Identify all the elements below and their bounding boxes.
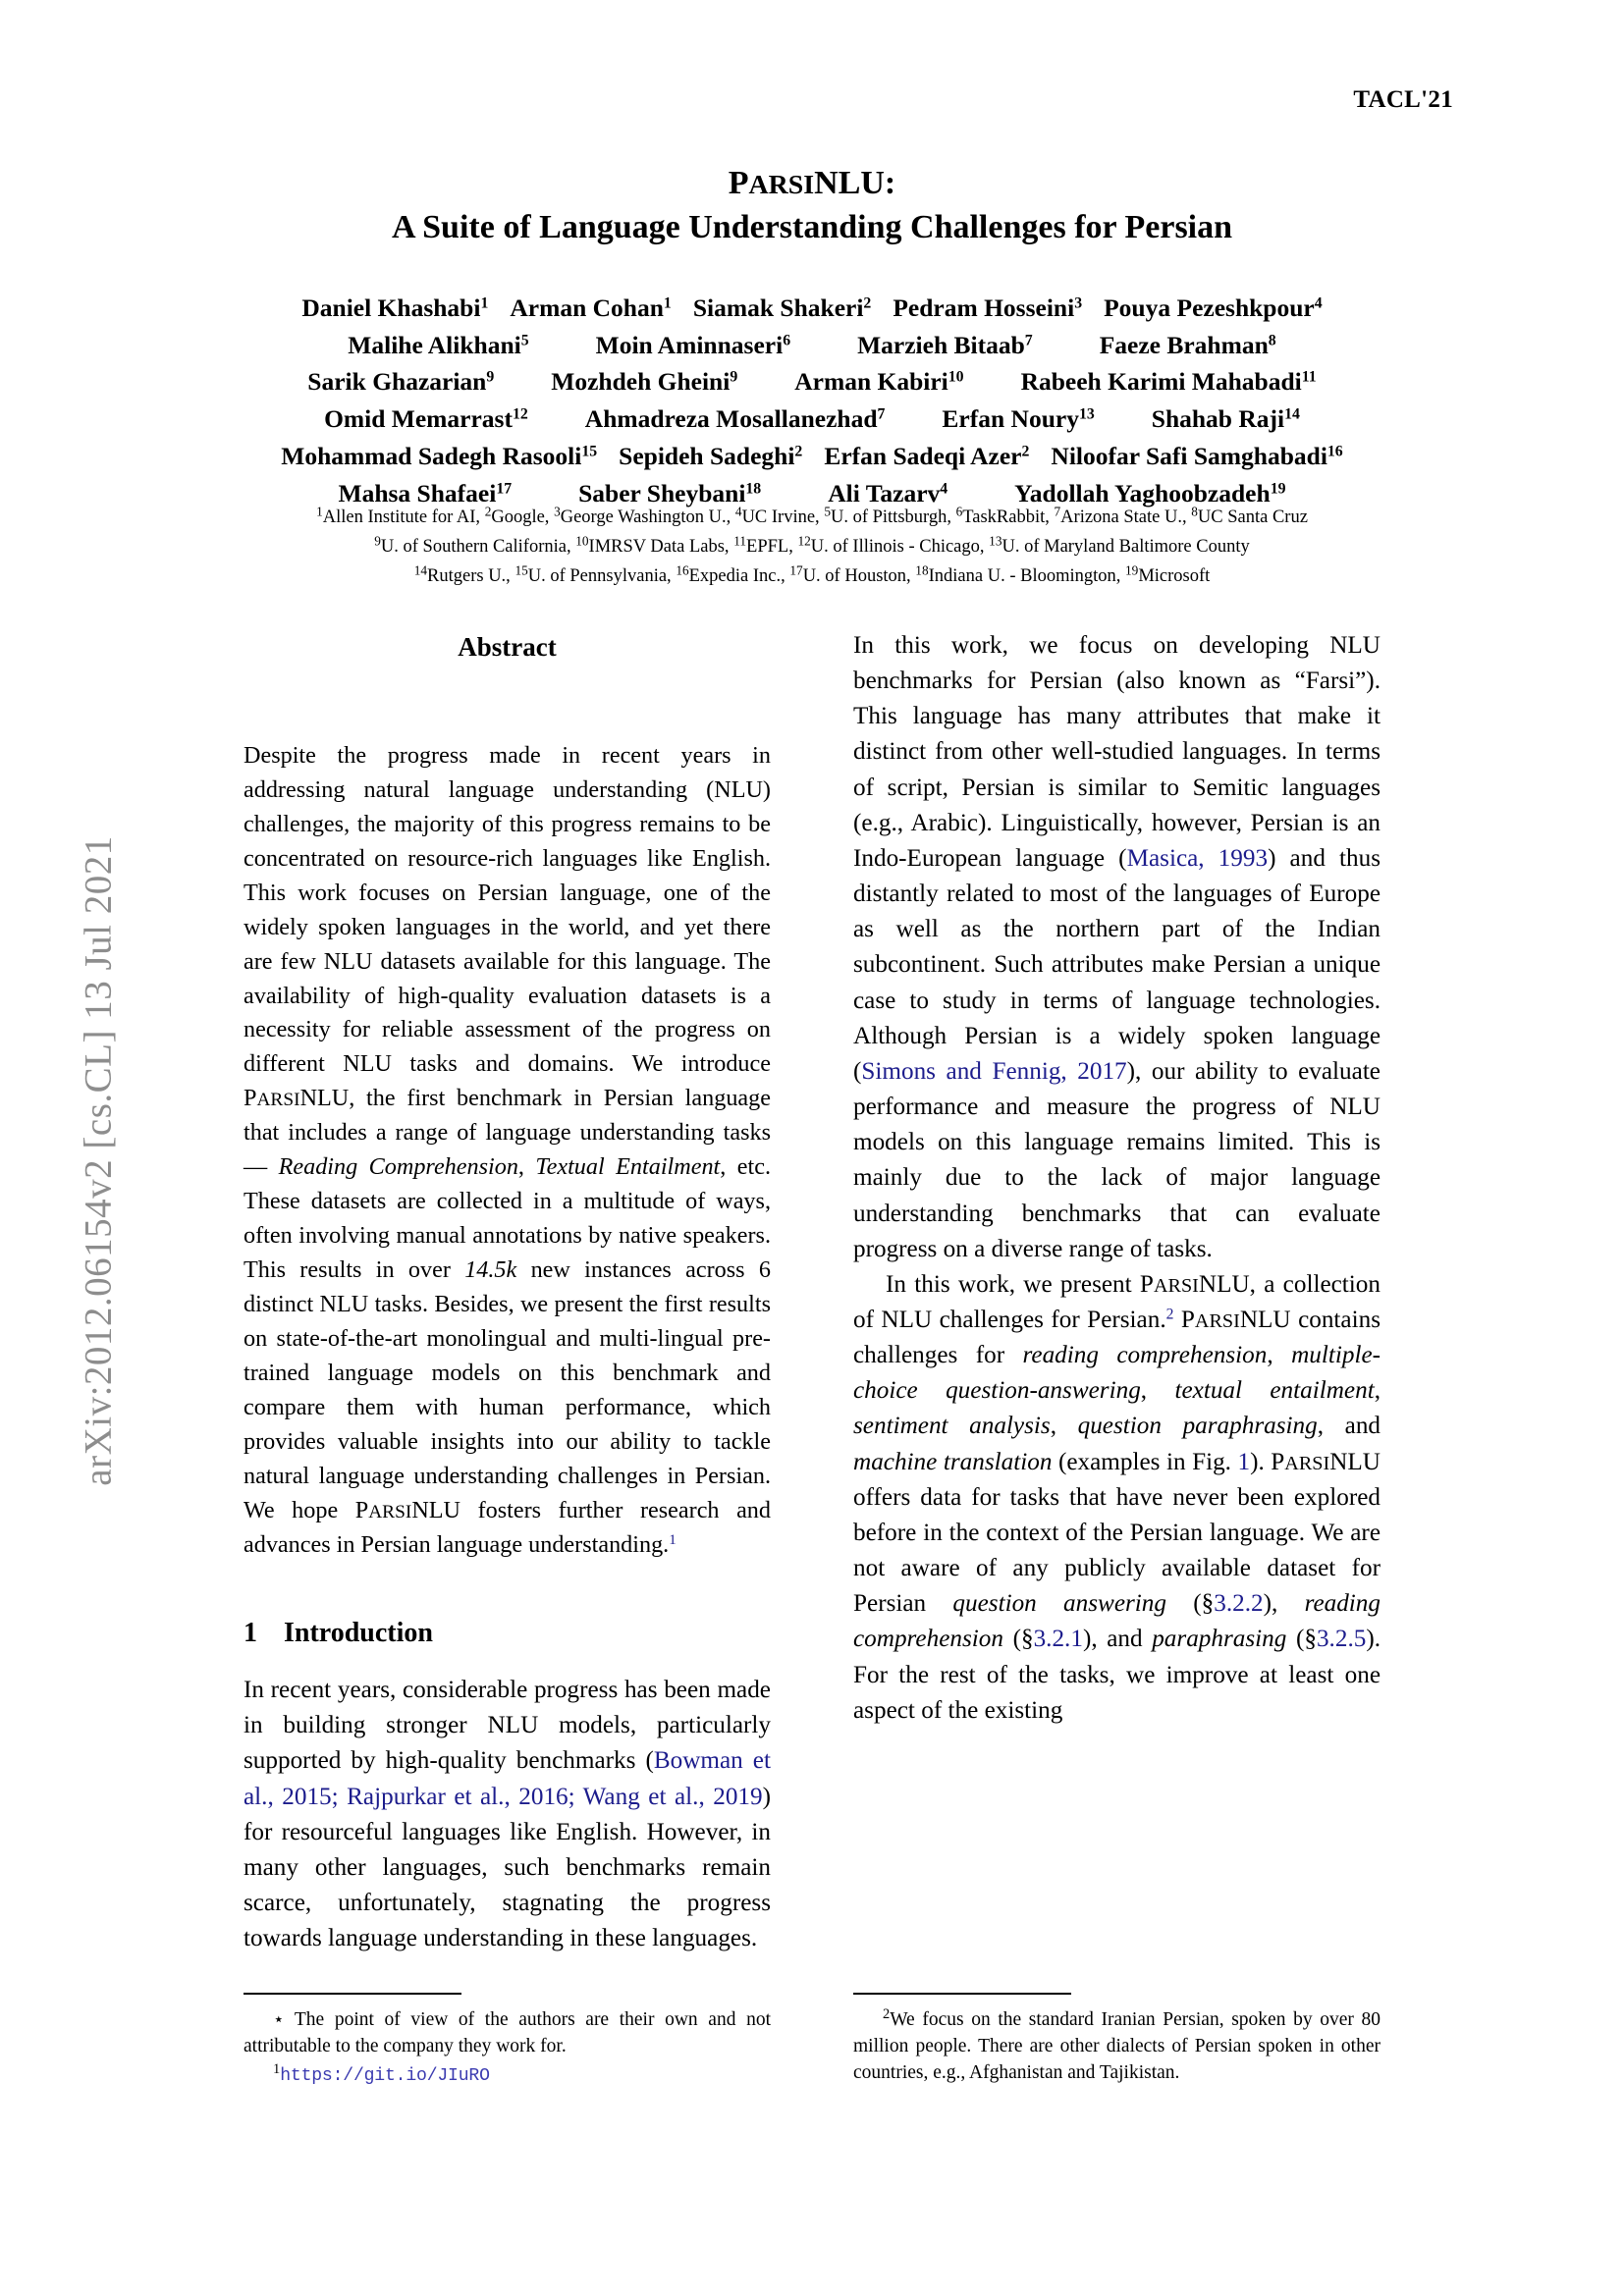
sep: ,	[1140, 1377, 1175, 1405]
footnote-rule	[853, 1993, 1071, 1995]
abstract-text-2: , the first benchmark in Persian language that includes a range of language understanding tasks —	[244, 1085, 771, 1181]
intro-p3-text-b: , a collection of NLU challenges for Persian.	[853, 1270, 1380, 1333]
parsinlu-mark: PARSINLU	[1180, 1306, 1291, 1333]
author-name: Arman Kabiri	[794, 367, 948, 397]
affiliation-name: IMRSV Data Labs,	[588, 536, 730, 557]
author-name: Moin Aminnaseri	[595, 330, 784, 359]
author-name: Omid Memarrast	[324, 404, 513, 434]
sep: ,	[1267, 1342, 1292, 1369]
intro-p3-text-o: ), and	[1082, 1626, 1153, 1653]
title-block	[177, 162, 1447, 249]
affiliation-name: EPFL,	[746, 536, 793, 557]
author-row	[147, 363, 1477, 400]
task-italic: reading comprehension	[853, 1590, 1380, 1653]
intro-p3-text-p: (§	[1286, 1626, 1317, 1653]
intro-paragraph-3	[853, 1267, 1380, 1729]
affiliation-number: 9	[374, 533, 381, 549]
affiliation-number: 15	[514, 562, 528, 578]
affiliation-number: 10	[575, 533, 589, 549]
affiliation-name: Expedia Inc.,	[688, 565, 785, 586]
intro-p2-text-c: ), our ability to evaluate performance and measure the progress of NLU models on this language remains limited. This is mainly due to the lack of major language understanding benchmarks that can evaluate progress on a diverse range of tasks.	[853, 1057, 1380, 1262]
affiliation-name: Allen Institute for AI,	[322, 507, 481, 527]
author-aff-marker: 8	[1268, 332, 1276, 349]
author-list	[147, 290, 1477, 511]
author-name: Yadollah Yaghoobzadeh	[1014, 478, 1271, 507]
parsinlu-mark: PARSINLU	[1271, 1448, 1380, 1475]
affiliation-name: Indiana U. - Bloomington,	[928, 565, 1121, 586]
star-icon: ⋆	[273, 2008, 285, 2030]
affiliation-number: 2	[484, 504, 492, 519]
author-name: Mohammad Sadegh Rasooli	[281, 441, 582, 470]
author-aff-marker: 2	[1021, 443, 1030, 460]
author-aff-marker: 10	[947, 368, 964, 386]
affiliation-number: 16	[676, 562, 689, 578]
author-name: Daniel Khashabi	[301, 294, 481, 322]
title-parsi-rest: ARSI	[748, 170, 815, 200]
author-row	[147, 438, 1477, 475]
parsinlu-mark: PARSINLU	[244, 1085, 350, 1112]
section-heading-introduction	[244, 1614, 771, 1653]
intro-p3-text-a: In this work, we present	[886, 1270, 1140, 1298]
sep: ,	[1050, 1413, 1078, 1440]
intro-p3-text-m: ),	[1263, 1590, 1305, 1618]
title-parsi-p: P	[728, 165, 749, 201]
author-name: Ahmadreza Mosallanezhad	[584, 404, 878, 434]
affiliation-name: UC Irvine,	[741, 507, 820, 527]
abstract-italic-1: Reading Comprehension	[278, 1153, 518, 1181]
task-italic: multiple-choice question-answering	[853, 1342, 1381, 1405]
footnote-two-text: We focus on the standard Iranian Persian, spoken by over 80 million people. There are other dialects of Persian spoken in other countries, e.g., Afghanistan and Tajikistan.	[853, 2008, 1380, 2084]
abstract-body	[244, 739, 771, 1563]
citation-link[interactable]: Masica, 1993	[1126, 844, 1269, 872]
author-name: Sepideh Sadeghi	[619, 441, 795, 470]
author-name: Ali Tazarv	[828, 478, 941, 507]
author-name: Rabeeh Karimi Mahabadi	[1020, 367, 1302, 397]
section-reference-link[interactable]: 3.2.5	[1316, 1626, 1367, 1653]
affiliation-row	[147, 533, 1477, 562]
author-aff-marker: 7	[1024, 332, 1033, 349]
author-row	[147, 327, 1477, 364]
affiliation-name: Rutgers U.,	[427, 565, 511, 586]
affiliation-name: U. of Pennsylvania,	[527, 565, 672, 586]
project-url-link[interactable]: https://git.io/JIuRO	[280, 2066, 490, 2087]
author-aff-marker: 6	[783, 332, 791, 349]
footnote-one-marker: 1	[273, 2061, 281, 2078]
citation-link[interactable]: Bowman et al., 2015; Rajpurkar et al., 2016; Wang et al., 2019	[244, 1747, 771, 1810]
author-aff-marker: 1	[480, 294, 489, 312]
task-italic: textual entailment	[1174, 1377, 1375, 1405]
abstract-text-6: fosters further research and advances in Persian language understanding.	[244, 1497, 771, 1559]
author-name: Sarik Ghazarian	[307, 367, 487, 397]
affiliation-name: UC Santa Cruz	[1197, 507, 1308, 527]
intro-paragraph-1	[244, 1673, 771, 1956]
author-name: Malihe Alikhani	[348, 330, 521, 359]
author-name: Mozhdeh Gheini	[551, 367, 731, 397]
affiliation-name: U. of Southern California,	[380, 536, 571, 557]
intro-p1-text-a: In recent years, considerable progress has been made in building stronger NLU models, particularly supported by high-quality benchmarks (	[244, 1677, 771, 1775]
abstract-heading: Abstract	[458, 632, 557, 662]
author-aff-marker: 19	[1270, 479, 1286, 497]
intro-p3-text-c: contains challenges for	[853, 1306, 1381, 1369]
author-aff-marker: 4	[1314, 294, 1323, 312]
figure-reference-link[interactable]: 1	[1237, 1448, 1251, 1475]
author-aff-marker: 13	[1078, 405, 1095, 423]
intro-p3-text-j: ).	[1250, 1448, 1272, 1475]
author-aff-marker: 1	[663, 294, 672, 312]
abstract-text-1: Despite the progress made in recent years in addressing natural language understanding (NLU) challenges, the majority of this progress remains to be concentrated on resource-rich languages like English. This work focuses on Persian language, one of the widely spoken languages in the world, and yet there are few NLU datasets available for this language. The availability of high-quality evaluation datasets is a necessity for reliable assessment of the progress on different NLU tasks and domains. We introduce	[244, 741, 771, 1078]
affiliation-number: 17	[789, 562, 803, 578]
affiliation-number: 8	[1191, 504, 1198, 519]
citation-link[interactable]: Simons and Fennig, 2017	[861, 1057, 1127, 1085]
author-name: Shahab Raji	[1151, 404, 1285, 434]
affiliation-name: TaskRabbit,	[962, 507, 1050, 527]
page-title-line1	[177, 162, 1447, 205]
author-name: Siamak Shakeri	[692, 294, 864, 322]
author-aff-marker: 3	[1074, 294, 1083, 312]
footnote-two-marker: 2	[883, 2005, 891, 2022]
affiliation-number: 19	[1125, 562, 1139, 578]
sep: ,	[1374, 1377, 1380, 1405]
section-reference-link[interactable]: 3.2.1	[1033, 1626, 1083, 1653]
title-nlu: NLU:	[814, 165, 896, 201]
author-aff-marker: 7	[877, 405, 886, 423]
author-aff-marker: 17	[496, 479, 513, 497]
affiliation-number: 4	[734, 504, 742, 519]
affiliation-number: 5	[824, 504, 831, 519]
author-aff-marker: 9	[486, 368, 495, 386]
abstract-text-3: ,	[517, 1153, 536, 1181]
footnote-block-right	[853, 1993, 1380, 2088]
intro-p2-text-b: ) and thus distantly related to most of the languages of Europe as well as the northern part of the Indian subcontinent. Such attributes make Persian a unique case to study in terms of language technologies. Although Persian is a widely spoken language (	[853, 844, 1380, 1085]
intro-p3-text-q: ). For the rest of the tasks, we improve at least one aspect of the existing	[853, 1626, 1381, 1724]
affiliation-name: Google,	[491, 507, 550, 527]
intro-p3-text-l: (§	[1166, 1590, 1215, 1618]
footnote-block-left	[244, 1993, 771, 2092]
affiliation-number: 1	[316, 504, 323, 519]
affiliation-row	[147, 504, 1477, 533]
parsinlu-mark: PARSINLU	[354, 1497, 461, 1524]
affiliation-name: George Washington U.,	[560, 507, 731, 527]
footnote-star-text: The point of view of the authors are their own and not attributable to the company they work for.	[244, 2008, 771, 2056]
footnote-rule	[244, 1993, 461, 1995]
affiliation-list	[147, 504, 1477, 592]
task-italic: reading comprehension	[1022, 1342, 1268, 1369]
author-row	[147, 400, 1477, 438]
task-italic: question paraphrasing	[1077, 1413, 1318, 1440]
affiliation-number: 3	[554, 504, 561, 519]
affiliation-number: 11	[733, 533, 747, 549]
affiliation-name: U. of Pittsburgh,	[830, 507, 951, 527]
parsinlu-mark: PARSINLU	[1139, 1270, 1250, 1298]
intro-p3-text-n: (§	[1002, 1626, 1034, 1653]
affiliation-name: Microsoft	[1138, 565, 1211, 586]
affiliation-number: 6	[955, 504, 963, 519]
abstract-italic-2: Textual Entailment	[535, 1153, 721, 1181]
task-italic: question answering	[952, 1590, 1166, 1618]
affiliation-number: 7	[1054, 504, 1061, 519]
intro-p3-text-k: offers data for tasks that have never been explored before in the context of the Persian language. We are not aware of any publicly available dataset for Persian	[853, 1483, 1380, 1618]
footnote-two	[853, 2006, 1380, 2087]
section-number: 1	[244, 1617, 257, 1648]
author-aff-marker: 16	[1326, 443, 1343, 460]
author-name: Arman Cohan	[510, 294, 664, 322]
section-title: Introduction	[284, 1617, 433, 1648]
author-aff-marker: 18	[745, 479, 762, 497]
affiliation-row	[147, 562, 1477, 592]
right-column	[853, 628, 1380, 1729]
author-aff-marker: 2	[794, 443, 803, 460]
affiliation-name: Arizona State U.,	[1060, 507, 1187, 527]
author-aff-marker: 9	[730, 368, 738, 386]
intro-p3-text-i: (examples in Fig.	[1052, 1448, 1238, 1475]
footnote-one	[244, 2061, 771, 2089]
author-name: Pedram Hosseini	[893, 294, 1075, 322]
author-name: Marzieh Bitaab	[857, 330, 1025, 359]
abstract-text-5: new instances across 6 distinct NLU tasks. Besides, we present the first results on state-of-the-art monolingual and multi-lingual pre-trained language models on this benchmark and compare them with human performance, which provides valuable insights into our ability to tackle natural language understanding challenges in Persian. We hope	[244, 1256, 771, 1524]
affiliation-name: U. of Illinois - Chicago,	[810, 536, 985, 557]
author-name: Mahsa Shafaei	[338, 478, 497, 507]
author-aff-marker: 15	[581, 443, 598, 460]
intro-paragraph-2	[853, 628, 1380, 1267]
author-aff-marker: 2	[863, 294, 872, 312]
intro-p1-text-b: ) for resourceful languages like English. However, in many other languages, such benchmarks remain scarce, unfortunately, stagnating the progress towards language understanding in these languages.	[244, 1783, 771, 1952]
abstract-math-1: 14.5k	[464, 1256, 517, 1284]
affiliation-number: 18	[915, 562, 929, 578]
author-aff-marker: 12	[512, 405, 528, 423]
affiliation-number: 13	[989, 533, 1002, 549]
author-aff-marker: 4	[940, 479, 948, 497]
author-aff-marker: 14	[1284, 405, 1300, 423]
author-name: Faeze Brahman	[1099, 330, 1269, 359]
author-aff-marker: 5	[520, 332, 529, 349]
author-name: Pouya Pezeshkpour	[1104, 294, 1315, 322]
author-name: Saber Sheybani	[578, 478, 746, 507]
footnote-star	[244, 2006, 771, 2060]
affiliation-number: 14	[413, 562, 428, 578]
sep: , and	[1317, 1413, 1381, 1440]
abstract-text-4: , etc. These datasets are collected in a multitude of ways, often involving manual annotations by native speakers. This results in over	[244, 1153, 771, 1284]
task-italic: sentiment analysis	[853, 1413, 1051, 1440]
left-column	[244, 628, 771, 1956]
author-name: Erfan Sadeqi Azer	[824, 441, 1022, 470]
author-name: Erfan Noury	[942, 404, 1079, 434]
affiliation-name: U. of Houston,	[802, 565, 911, 586]
intro-footnote-marker[interactable]: 2	[1165, 1306, 1174, 1323]
affiliation-number: 12	[797, 533, 811, 549]
intro-p2-text-a: In this work, we focus on developing NLU benchmarks for Persian (also known as “Farsi”). This language has many attributes that make it distinct from other well-studied languages. In terms of script, Persian is similar to Semitic languages (e.g., Arabic). Linguistically, however, Persian is an Indo-European language (	[853, 632, 1380, 872]
abstract-footnote-marker[interactable]: 1	[669, 1531, 677, 1548]
task-italic: machine translation	[853, 1448, 1053, 1475]
author-name: Niloofar Safi Samghabadi	[1051, 441, 1327, 470]
author-row	[147, 290, 1477, 327]
affiliation-name: U. of Maryland Baltimore County	[1001, 536, 1250, 557]
arxiv-stamp: arXiv:2012.06154v2 [cs.CL] 13 Jul 2021	[77, 835, 120, 1486]
page-title-line2: A Suite of Language Understanding Challenges for Persian	[391, 208, 1233, 245]
author-aff-marker: 11	[1301, 368, 1317, 386]
task-italic: paraphrasing	[1152, 1626, 1287, 1653]
section-reference-link[interactable]: 3.2.2	[1214, 1590, 1264, 1618]
running-head: TACL'21	[1353, 86, 1453, 113]
